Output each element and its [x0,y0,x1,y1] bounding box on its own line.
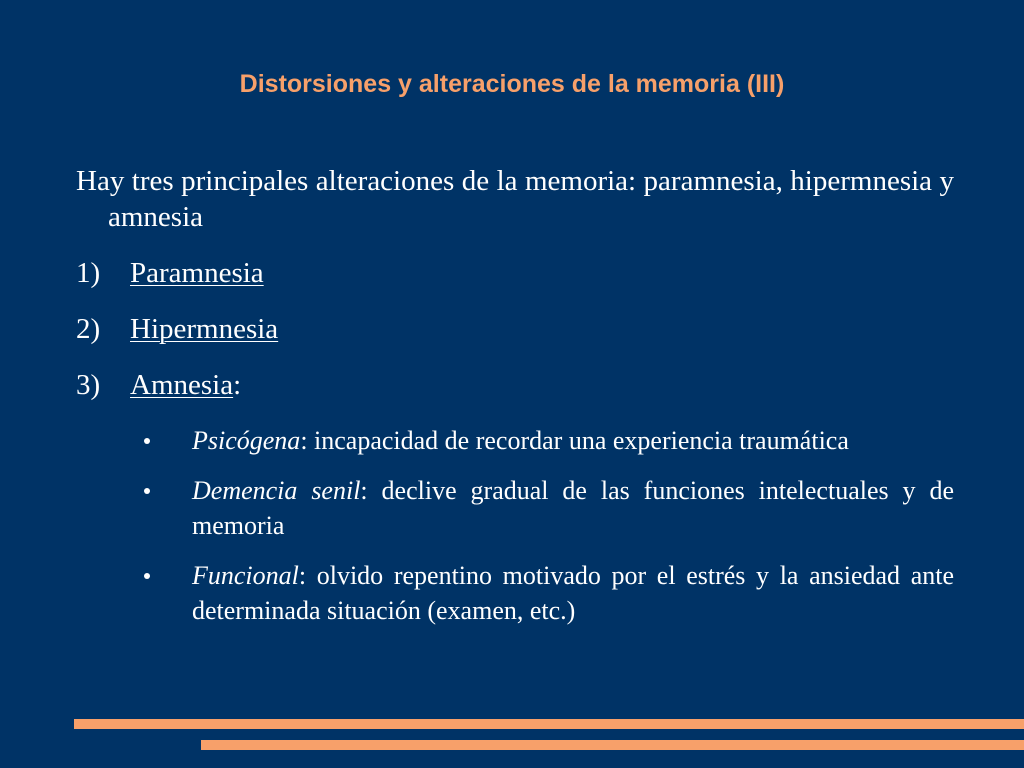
list-item-hipermnesia [76,311,954,347]
term-funcional: Funcional [192,561,299,590]
bullet-icon [144,438,150,444]
list-item-demencia-senil [76,473,954,543]
decorative-bar-top [74,719,1024,729]
paramnesia-link[interactable]: Paramnesia [130,257,264,289]
list-number: 3) [76,369,101,401]
bullet-icon [144,488,150,494]
description-funcional: : olvido repentino motivado por el estrés y la ansiedad ante determinada situación (examen, etc.) [192,561,954,625]
list-number: 2) [76,313,101,345]
decorative-bar-bottom [201,740,1024,750]
list-item-paramnesia [76,255,954,291]
list-item-funcional [76,558,954,628]
description-psicogena: : incapacidad de recordar una experiencia traumática [300,426,849,455]
amnesia-link[interactable]: Amnesia [130,369,234,401]
slide-body [76,163,954,643]
alterations-list [76,255,954,403]
list-suffix: : [233,369,242,401]
hipermnesia-link[interactable]: Hipermnesia [130,313,279,345]
slide-title: Distorsiones y alteraciones de la memoria (III) [239,70,785,98]
intro-text: Hay tres principales alteraciones de la memoria: paramnesia, hipermnesia y amnesia [76,165,954,233]
amnesia-types-list [76,423,954,628]
list-item-amnesia [76,367,954,403]
list-item-psicogena [76,423,954,458]
bullet-icon [144,573,150,579]
description-demencia-senil: : declive gradual de las funciones intelectuales y de memoria [192,476,954,540]
term-psicogena: Psicógena [192,426,301,455]
term-demencia-senil: Demencia senil [192,476,361,505]
list-number: 1) [76,257,101,289]
